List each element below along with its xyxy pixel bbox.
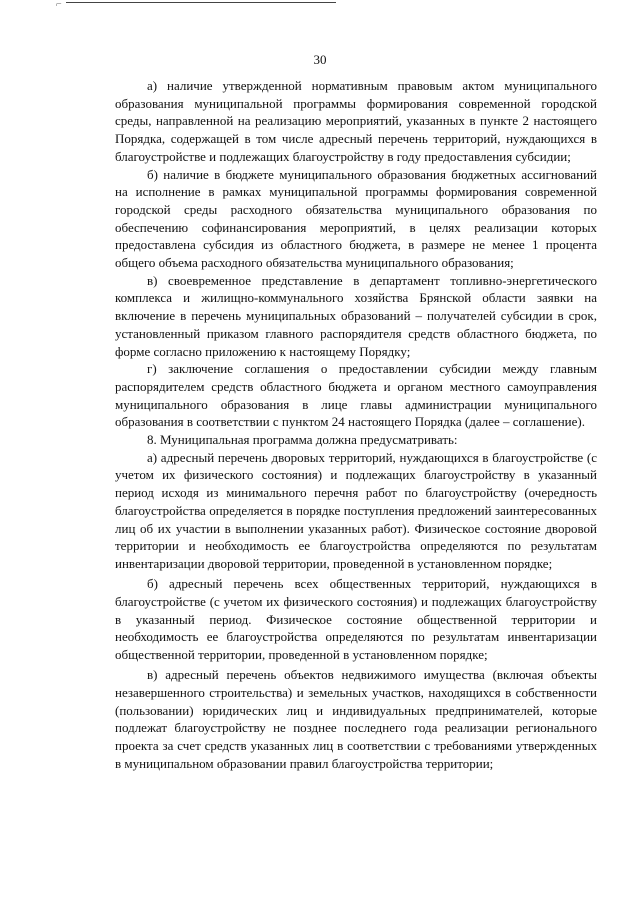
page-number: 30 xyxy=(313,52,327,67)
scan-artifact-mark: ⌐ xyxy=(56,0,62,10)
scan-artifact-line xyxy=(66,2,336,3)
paragraph-section-8: 8. Муниципальная программа должна предусматривать: xyxy=(147,432,458,448)
paragraph-program-v: в) адресный перечень объектов недвижимого имущества (включая объекты незавершенного строительства) и земельных участков, находящихся в собственности (пользовании) юридических лиц и индивидуальных предпринимателей, которые подлежат благоустройству не позднее последнего года реализации регионального проекта за счет средств указанных лиц в соответствии с требованиями утвержденных в муниципальном образовании правил благоустройства территории; xyxy=(115,667,597,771)
paragraph-program-a: а) адресный перечень дворовых территорий, нуждающихся в благоустройстве (с учетом их физического состояния) и подлежащих благоустройству в указанный период исходя из минимального перечня работ по благоустройству (очередность благоустройства определяется в порядке поступления предложений заинтересованных лиц об их участии в выполнении указанных работ). Физическое состояние дворовой территории и необходимость ее благоустройства определяются по результатам инвентаризации дворовой территории, проведенной в установленном порядке; xyxy=(115,449,597,571)
paragraph-condition-v: в) своевременное представление в департамент топливно-энергетического комплекса и жилищно-коммунального хозяйства Брянской области заявки на включение в перечень муниципальных образований – получателей субсидии в срок, установленный приказом главного распорядителя средств областного бюджета, по форме согласно приложению к настоящему Порядку; xyxy=(115,272,597,359)
paragraph-condition-a: а) наличие утвержденной нормативным правовым актом муниципального образования муниципальной программы формирования современной городской среды, направленной на реализацию мероприятий, указанных в пункте 2 настоящего Порядка, содержащей в том числе адресный перечень территорий, нуждающихся в благоустройстве и подлежащих благоустройству в году предоставления субсидии; xyxy=(115,78,597,164)
paragraph-condition-b: б) наличие в бюджете муниципального образования бюджетных ассигнований на исполнение в рамках муниципальной программы формирования современной городской среды расходного обязательства муниципального образования по обеспечению софинансирования мероприятий, в целях реализации которых предоставлена субсидия из областного бюджета, в размере не менее 1 процента общего объема расходного обязательства муниципального образования; xyxy=(115,166,597,271)
paragraph-condition-g: г) заключение соглашения о предоставлении субсидии между главным распорядителем средств областного бюджета и органом местного самоуправления муниципального образования в лице главы администрации муниципального образования в соответствии с пунктом 24 настоящего Порядка (далее – соглашение). xyxy=(115,361,597,430)
document-body xyxy=(115,77,597,772)
paragraph-program-b: б) адресный перечень всех общественных территорий, нуждающихся в благоустройстве (с учетом их физического состояния) и подлежащих благоустройству в указанный период. Физическое состояние общественной территории и необходимость ее благоустройства определяются по результатам инвентаризации общественной территории, проведенной в установленном порядке; xyxy=(115,576,597,662)
